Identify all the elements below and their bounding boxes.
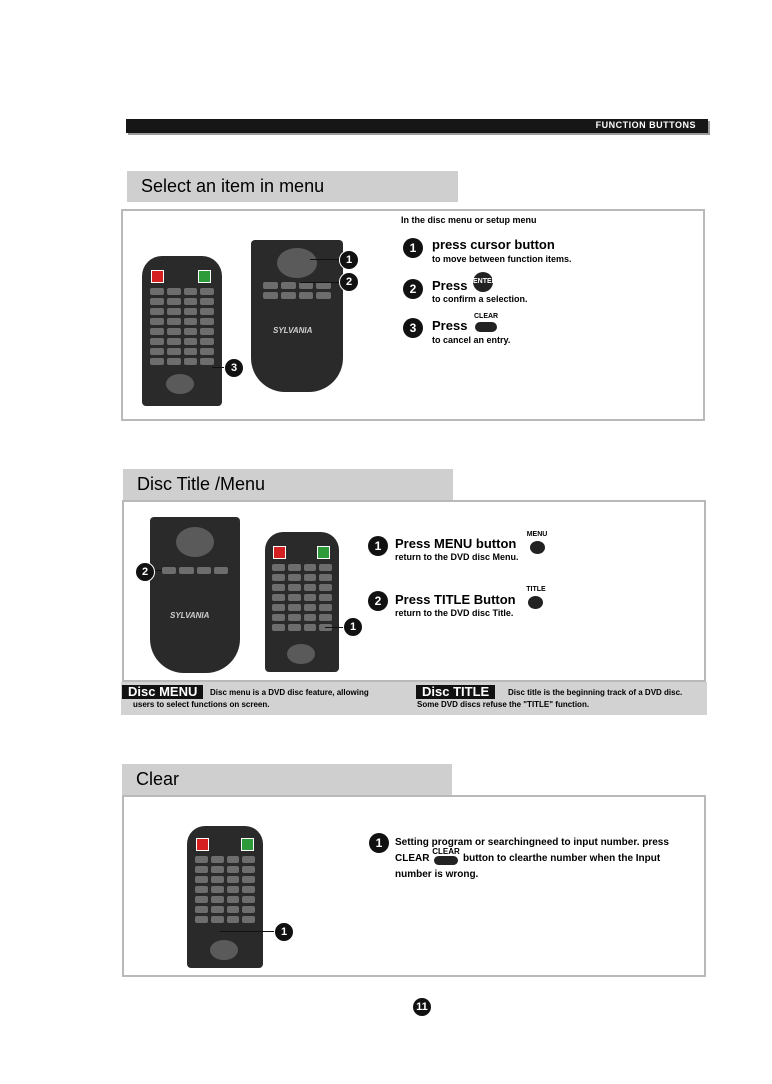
title-button-icon [528,596,543,609]
page-number: 11 [413,998,431,1016]
step-3-sub: to cancel an entry. [432,335,511,345]
step-number: 1 [369,833,389,853]
disc-notes-band [121,682,707,715]
disc-title-note [416,683,495,701]
section1-intro: In the disc menu or setup menu [401,215,537,225]
step-number: 2 [368,591,388,611]
cursor-pad-icon [277,248,317,278]
step-number: 2 [403,279,423,299]
sylvania-logo: SYLVANIA [170,611,210,620]
step-2 [403,279,423,299]
callout-2: 2 [135,562,155,582]
open-close-key-icon [317,546,330,559]
disc-step-1-main: Press MENU button [395,536,517,551]
step-number: 1 [403,238,423,258]
clear-step-line2-post: button to clearthe number when the Input [463,853,661,864]
remote-keypad [272,564,332,631]
menu-button-label: MENU [526,531,548,538]
step-1-sub: to move between function items. [432,254,572,264]
disc-step-1 [368,536,388,556]
disc-step-2 [368,591,388,611]
power-key-icon [273,546,286,559]
disc-menu-tag: Disc MENU [122,685,203,699]
remote-lower-keys [162,567,228,574]
callout-3: 3 [224,358,244,378]
header-title: FUNCTION BUTTONS [595,120,696,130]
clear-step-1 [369,833,389,853]
enter-button-icon: ENTER [473,272,493,292]
step-1 [403,238,423,258]
callout-1: 1 [274,922,294,942]
remote-full-illustration [142,256,222,406]
cursor-pad-icon [287,644,315,664]
callout-2: 2 [339,272,359,292]
cursor-pad-icon [176,527,214,557]
callout-1: 1 [339,250,359,270]
open-close-key-icon [198,270,211,283]
step-2-sub: to confirm a selection. [432,294,528,304]
power-key-icon [151,270,164,283]
disc-menu-note-line1: Disc menu is a DVD disc feature, allowing [210,688,369,697]
remote-lower-illustration [150,517,240,673]
remote-full-illustration [187,826,263,968]
section-clear-heading [122,764,452,795]
menu-button-icon [530,541,545,554]
disc-step-2-sub: return to the DVD disc Title. [395,608,514,618]
title-button-label: TITLE [526,586,546,593]
step-number: 1 [368,536,388,556]
disc-title-tag: Disc TITLE [416,685,495,699]
clear-button-icon [434,856,458,865]
step-2-main: Press [432,278,468,293]
disc-menu-note [122,683,203,701]
disc-title-note-line2: Some DVD discs refuse the "TITLE" function. [417,700,590,709]
section-clear-title: Clear [136,769,180,789]
power-key-icon [196,838,209,851]
section-disc-title-heading [123,469,453,500]
clear-button-label: CLEAR [474,313,499,320]
remote-keypad [195,856,255,923]
sylvania-logo: SYLVANIA [273,326,313,335]
disc-step-1-sub: return to the DVD disc Menu. [395,552,519,562]
disc-step-2-main: Press TITLE Button [395,592,516,607]
callout-1: 1 [343,617,363,637]
clear-step-line3: number is wrong. [395,869,479,880]
remote-lower-keys [263,282,331,299]
step-number: 3 [403,318,423,338]
disc-title-note-line1: Disc title is the beginning track of a DVD disc. [508,688,683,697]
section-disc-title-title: Disc Title /Menu [137,474,266,494]
clear-button-icon [475,322,497,332]
disc-menu-note-line2: users to select functions on screen. [133,700,270,709]
clear-step-line2-pre: CLEAR [395,853,430,864]
remote-lower-illustration [251,240,343,392]
clear-step-line1: Setting program or searchingneed to input number. press [395,837,669,848]
section-select-item-title: Select an item in menu [141,176,325,196]
section-select-item-heading [127,171,458,202]
open-close-key-icon [241,838,254,851]
remote-full-illustration [265,532,339,672]
clear-button-label: CLEAR [432,847,460,856]
step-3 [403,318,423,338]
remote-keypad [150,288,214,365]
step-1-main: press cursor button [432,237,555,252]
cursor-pad-icon [166,374,194,394]
function-buttons-header-bar [126,119,708,133]
step-3-main: Press [432,318,468,333]
cursor-pad-icon [210,940,238,960]
